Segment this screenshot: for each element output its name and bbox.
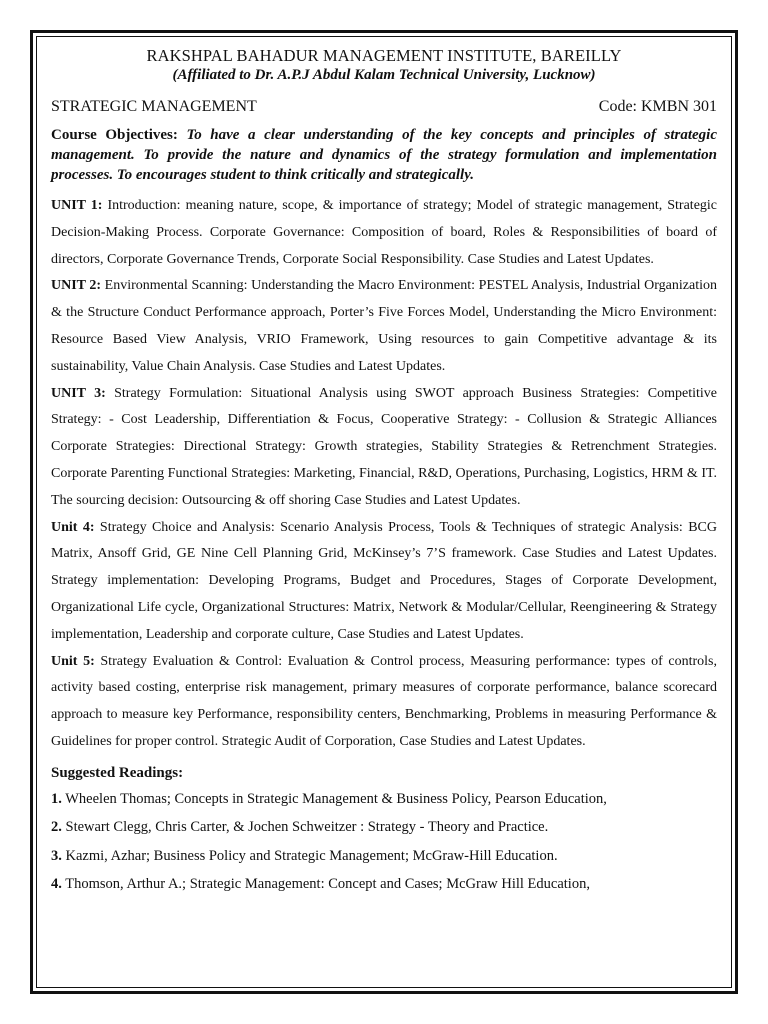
reading-item	[51, 870, 717, 899]
unit-4	[51, 515, 717, 649]
institute-title: RAKSHPAL BAHADUR MANAGEMENT INSTITUTE, BAREILLY	[146, 46, 622, 65]
reading-text: Wheelen Thomas; Concepts in Strategic Management & Business Policy, Pearson Education,	[65, 790, 607, 807]
unit-label: UNIT 3:	[51, 385, 106, 401]
unit-text: Strategy Evaluation & Control: Evaluation & Control process, Measuring performance: types of controls, activity based costing, enterprise risk management, primary measures of corporate performance, balance scorecard approach to measure key Performance, responsibility centers, Benchmarking, Problems in measuring Performance & Guidelines for proper control. Strategic Audit of Corporation, Case Studies and Latest Updates.	[51, 653, 717, 749]
reading-text: Stewart Clegg, Chris Carter, & Jochen Schweitzer : Strategy - Theory and Practice.	[65, 819, 549, 836]
reading-item	[51, 842, 717, 871]
unit-label: UNIT 2:	[51, 278, 102, 294]
units-list	[51, 193, 717, 756]
objectives-label: Course Objectives:	[51, 127, 178, 143]
unit-3	[51, 381, 717, 515]
unit-label: UNIT 1:	[51, 198, 103, 213]
unit-text: Strategy Formulation: Situational Analysis using SWOT approach Business Strategies: Competitive Strategy: - Cost Leadership, Differentiation & Focus, Cooperative Strategy: - Collusion & Strategic Alliances Corporate Strategies: Directional Strategy: Growth strategies, Stability Strategies & Retrenchment Strategies. Corporate Parenting Functional Strategies: Marketing, Financial, R&D, Operations, Purchasing, Logistics, HRM & IT. The sourcing decision: Outsourcing & off shoring Case Studies and Latest Updates.	[51, 385, 717, 508]
affiliation-line: (Affiliated to Dr. A.P.J Abdul Kalam Technical University, Lucknow)	[172, 67, 596, 83]
unit-2	[51, 273, 717, 380]
unit-1	[51, 193, 717, 273]
reading-number: 3.	[51, 847, 62, 864]
reading-number: 1.	[51, 790, 62, 807]
unit-text: Strategy Choice and Analysis: Scenario Analysis Process, Tools & Techniques of strategic Analysis: BCG Matrix, Ansoff Grid, GE Nine Cell Planning Grid, McKinsey’s 7’S framework. Case Studies and Latest Updates. Strategy implementation: Developing Programs, Budget and Procedures, Stages of Corporate Development, Organizational Life cycle, Organizational Structures: Matrix, Network & Modular/Cellular, Reengineering & Strategy implementation, Leadership and corporate culture, Case Studies and Latest Updates.	[51, 519, 717, 642]
course-row	[51, 97, 717, 117]
readings-list	[51, 785, 717, 899]
course-code: Code: KMBN 301	[598, 98, 717, 115]
reading-item	[51, 785, 717, 814]
reading-number: 4.	[51, 876, 62, 893]
unit-label: Unit 5:	[51, 653, 95, 669]
objectives-text: To have a clear understanding of the key concepts and principles of strategic management. To provide the nature and dynamics of the strategy formulation and implementation processes. To encourages student to think critically and strategically.	[51, 127, 718, 183]
reading-item	[51, 813, 717, 842]
unit-label: Unit 4:	[51, 519, 95, 535]
unit-text: Environmental Scanning: Understanding the Macro Environment: PESTEL Analysis, Industrial Organization & the Structure Conduct Performance approach, Porter’s Five Forces Model, Understanding the Micro Environment: Resource Based View Analysis, VRIO Framework, Using resources to gain Competitive advantage & its sustainability, Value Chain Analysis. Case Studies and Latest Updates.	[51, 278, 717, 374]
reading-text: Thomson, Arthur A.; Strategic Management: Concept and Cases; McGraw Hill Education,	[65, 876, 590, 893]
readings-heading: Suggested Readings:	[51, 764, 184, 781]
unit-5	[51, 649, 717, 756]
course-objectives	[51, 125, 717, 185]
reading-number: 2.	[51, 819, 62, 836]
course-name: STRATEGIC MANAGEMENT	[51, 98, 257, 115]
unit-text: Introduction: meaning nature, scope, & importance of strategy; Model of strategic management, Strategic Decision-Making Process. Corporate Governance: Composition of board, Roles & Responsibilities of board of directors, Corporate Governance Trends, Corporate Social Responsibility. Case Studies and Latest Updates.	[51, 198, 718, 267]
reading-text: Kazmi, Azhar; Business Policy and Strategic Management; McGraw-Hill Education.	[65, 847, 558, 864]
syllabus-document	[51, 46, 717, 899]
